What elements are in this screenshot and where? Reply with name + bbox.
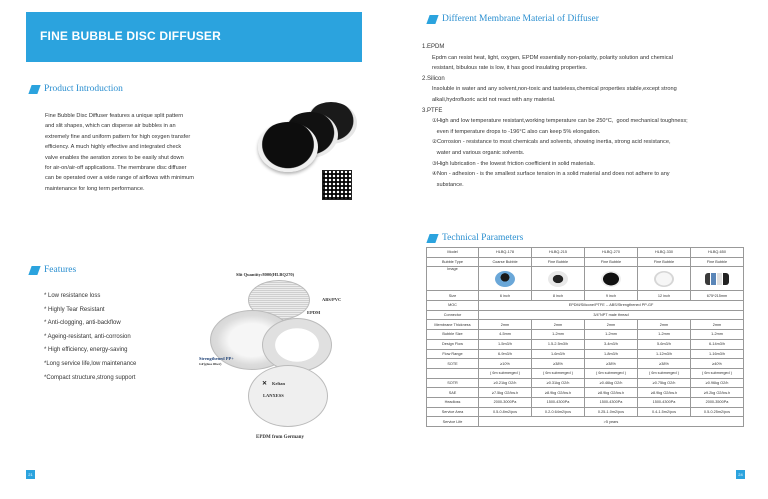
page-number-left: 21 <box>26 470 35 479</box>
table-cell: ( 6m submerged ) <box>532 368 585 378</box>
table-cell: 2mm <box>585 320 638 330</box>
row-label: Bubble Size <box>427 330 479 340</box>
table-cell: Fine Bubble <box>638 257 691 267</box>
material-heading: 3.PTFE <box>422 107 443 114</box>
table-cell <box>638 267 691 291</box>
banner-title: FINE BUBBLE DISC DIFFUSER <box>40 29 222 43</box>
table-cell: 6-14m3/h <box>691 339 744 349</box>
table-cell: ≥7.5kg O2/kw.h <box>479 388 532 398</box>
table-cell: 6-9m3/h <box>479 349 532 359</box>
row-label: Model <box>427 248 479 258</box>
table-cell: 1500-4300Pa <box>638 397 691 407</box>
material-text: Epdm can resist heat, light, oxygen, EPDM essentially non-polarity, polarity solution and chemical <box>432 54 673 61</box>
row-label: MOC <box>427 301 479 311</box>
feature-item: * Ageing-resistant, anti-corrosion <box>44 333 131 340</box>
strengthened-pp-sub: GF(glass fiber) <box>199 362 222 366</box>
table-cell: ≥8.9kg O2/kw.h <box>585 388 638 398</box>
table-row-submerged <box>427 368 744 378</box>
table-row-design-flow <box>427 339 744 349</box>
row-label: Connector <box>427 310 479 320</box>
table-cell: HLBQ-178 <box>479 248 532 258</box>
table-cell: ≥8.9kg O2/kw.h <box>638 388 691 398</box>
row-label: Service Area <box>427 407 479 417</box>
table-cell: Fine Bubble <box>532 257 585 267</box>
table-row-service-area <box>427 407 744 417</box>
row-label: Size <box>427 291 479 301</box>
table-cell: HLBQ-650 <box>691 248 744 258</box>
keltan-label: Keltan <box>272 381 285 386</box>
table-cell: 1500-4300Pa <box>532 397 585 407</box>
row-label: Image <box>427 267 479 291</box>
intro-paragraph <box>45 111 194 194</box>
features-heading: Features <box>30 265 76 275</box>
row-label: SAE <box>427 388 479 398</box>
table-cell: ≥0.96kg O2/h <box>691 378 744 388</box>
row-label <box>427 368 479 378</box>
table-row-membrane-thickness <box>427 320 744 330</box>
table-cell: 0.5-0.8m2/pcs <box>479 407 532 417</box>
table-cell: 1.5-2.5m3/h <box>532 339 585 349</box>
row-label: SOTE <box>427 359 479 369</box>
intro-line: efficiency. A much highly effective and integrated check <box>45 144 182 151</box>
row-label: Headloss <box>427 397 479 407</box>
strengthened-pp-label: Strengthened PP+ <box>199 356 234 361</box>
table-row-service-life <box>427 417 744 427</box>
table-cell <box>691 267 744 291</box>
intro-line: maintenance for long term performance. <box>45 185 145 192</box>
diffuser-thumbnail-icon <box>495 271 515 287</box>
table-cell: 6 inch <box>479 291 532 301</box>
row-label: Flow Range <box>427 349 479 359</box>
table-cell: ≥38% <box>532 359 585 369</box>
intro-line: can be operated over a wide range of airflows with minimum <box>45 175 194 182</box>
table-cell: ( 6m submerged ) <box>638 368 691 378</box>
table-row-headloss <box>427 397 744 407</box>
row-label: Bubble Type <box>427 257 479 267</box>
material-text: substance. <box>432 181 464 188</box>
feature-item: *Long service life,low maintenance <box>44 360 137 367</box>
table-cell: >5 years <box>479 417 744 427</box>
table-cell: 1-12m3/h <box>638 349 691 359</box>
table-cell: 1500-4300Pa <box>585 397 638 407</box>
table-cell: 1-8m3/h <box>585 349 638 359</box>
feature-item: * Highly Tear Resistant <box>44 306 105 313</box>
table-row-sotr <box>427 378 744 388</box>
table-cell: 2mm <box>479 320 532 330</box>
table-cell: Coarse Bubble <box>479 257 532 267</box>
table-cell: 2mm <box>691 320 744 330</box>
material-text: ①High and low temperature resistant,working temperature can be 250°C, good mechanical toughness; <box>432 118 688 125</box>
intro-line: for air-on/air-off applications. The membrane disc diffuser <box>45 165 187 172</box>
heading-marker-icon <box>426 234 438 243</box>
table-cell: 4-5mm <box>479 330 532 340</box>
epdm-label: EPDM <box>307 310 321 315</box>
intro-line: Fine Bubble Disc Diffuser features a unique split pattern <box>45 113 184 119</box>
table-cell: HLBQ-330 <box>638 248 691 258</box>
table-cell: ( 6m submerged ) <box>585 368 638 378</box>
heading-marker-icon <box>426 15 438 24</box>
table-cell: 1-2mm <box>691 330 744 340</box>
material-text: ②Corrosion - resistance to most chemicals and solvents, showing inertia, strong acid resistance, <box>432 139 671 146</box>
table-cell: Fine Bubble <box>585 257 638 267</box>
table-row-bubble-size <box>427 330 744 340</box>
technical-parameters-table <box>426 247 744 427</box>
slit-quantity-label: Slit Quantity:8000(HLBQ270) <box>236 272 295 277</box>
diffuser-thumbnail-icon <box>705 273 729 285</box>
table-cell: 1-16m3/h <box>691 349 744 359</box>
page-number-right: 24 <box>736 470 745 479</box>
table-cell <box>479 267 532 291</box>
material-text: water and various organic solvents. <box>432 149 525 156</box>
material-text: resistant, bibulous rate is low, it has good insulating properties. <box>432 65 588 72</box>
row-label: SOTR <box>427 378 479 388</box>
table-cell: 5-6m3/h <box>638 339 691 349</box>
table-cell: 1-6m3/h <box>532 349 585 359</box>
ring-disc-diagram <box>262 318 332 372</box>
table-row-bubble-type <box>427 257 744 267</box>
table-cell: 9 inch <box>585 291 638 301</box>
features-list <box>44 290 136 385</box>
membrane-material-list <box>422 42 762 190</box>
row-label: Service Life <box>427 417 479 427</box>
material-text: even if temperature drops to -196°C also can keep 5% elongation. <box>432 128 601 135</box>
table-cell: ≥8.9kg O2/kw.h <box>532 388 585 398</box>
table-row-sae <box>427 388 744 398</box>
table-cell: ≥0.21kg O2/h <box>479 378 532 388</box>
table-cell <box>585 267 638 291</box>
table-cell: EPDM/Silicone/PTFE -- ABS/Strengthened PP-GF <box>479 301 744 311</box>
table-cell: HLBQ-215 <box>532 248 585 258</box>
table-cell: 12 inch <box>638 291 691 301</box>
table-cell: 2mm <box>638 320 691 330</box>
feature-item: * Anti-clogging, anti-backflow <box>44 320 121 327</box>
table-cell: ( 6m submerged ) <box>691 368 744 378</box>
table-cell: ≥10% <box>479 359 532 369</box>
qr-code-icon[interactable] <box>322 170 352 200</box>
table-cell: 2000-3000Pa <box>479 397 532 407</box>
feature-item: * Low resistance loss <box>44 293 101 299</box>
table-cell: ≥0.31kg O2/h <box>532 378 585 388</box>
table-cell: ( 6m submerged ) <box>479 368 532 378</box>
table-cell: 8 inch <box>532 291 585 301</box>
row-label: Membrane Thickness <box>427 320 479 330</box>
table-cell: 0.25-1.0m2/pcs <box>585 407 638 417</box>
table-cell: 1-2mm <box>532 330 585 340</box>
keltan-logo-icon: ✕ <box>262 381 268 387</box>
row-label: Design Flow <box>427 339 479 349</box>
table-cell: 1-2mm <box>585 330 638 340</box>
material-heading: 2.Silicon <box>422 75 445 82</box>
feature-item: *Compact structure,strong support <box>44 374 136 381</box>
table-row-connector <box>427 310 744 320</box>
lanxess-label: LANXESS <box>263 393 284 398</box>
table-cell: 675*215mm <box>691 291 744 301</box>
disc-photo-front <box>258 122 318 172</box>
table-row-image <box>427 267 744 291</box>
abs-pvc-label: ABS/PVC <box>322 297 342 302</box>
intro-line: extremely fine and uniform pattern for high oxygen transfer <box>45 133 191 140</box>
table-row-moc <box>427 301 744 311</box>
intro-line: and slit shapes, which can disperse air bubbles in an <box>45 123 176 130</box>
table-row-model <box>427 248 744 258</box>
table-cell: 1-2mm <box>638 330 691 340</box>
diffuser-thumbnail-icon <box>601 271 621 287</box>
table-row-sote <box>427 359 744 369</box>
table-cell: Fine Bubble <box>691 257 744 267</box>
table-cell: ≥9.2kg O2/kw.h <box>691 388 744 398</box>
table-cell: 3/4"NPT male thread <box>479 310 744 320</box>
diffuser-thumbnail-icon <box>548 271 568 287</box>
material-text: ④Non - adhesion - is the smallest surface tension in a solid material and does not adhere to any <box>432 171 670 178</box>
heading-marker-icon <box>28 266 40 275</box>
material-heading: 1.EPDM <box>422 44 445 50</box>
material-text: ③High lubrication - the lowest friction coefficient in solid materials. <box>432 160 596 167</box>
material-text: Insoluble in water and any solvent,non-toxic and tasteless,chemical properties stable,except strong <box>432 86 677 93</box>
table-row-size <box>427 291 744 301</box>
table-cell: 2mm <box>532 320 585 330</box>
table-cell: ≥38% <box>585 359 638 369</box>
intro-heading: Product Introduction <box>30 84 123 94</box>
intro-line: valve enables the aeration zones to be easily shut down <box>45 154 184 161</box>
table-cell: ≥0.46kg O2/h <box>585 378 638 388</box>
diffuser-thumbnail-icon <box>654 271 674 287</box>
table-cell: ≥38% <box>638 359 691 369</box>
table-cell: 3-4m3/h <box>585 339 638 349</box>
membrane-heading: Different Membrane Material of Diffuser <box>428 14 599 24</box>
table-cell: 0.2-0.64m2/pcs <box>532 407 585 417</box>
table-row-flow-range <box>427 349 744 359</box>
logo-disc <box>248 365 328 427</box>
title-banner <box>26 12 362 62</box>
table-cell: ≥0.75kg O2/h <box>638 378 691 388</box>
material-text: alkali,hydrofluoric acid not react with any material. <box>432 96 556 103</box>
table-cell: HLBQ-270 <box>585 248 638 258</box>
table-cell: 0.4-1.5m2/pcs <box>638 407 691 417</box>
table-cell: ≥40% <box>691 359 744 369</box>
epdm-germany-label: EPDM from Germany <box>256 435 304 440</box>
heading-marker-icon <box>28 85 40 94</box>
table-cell: 0.5-0.25m2/pcs <box>691 407 744 417</box>
table-cell: 2000-3500Pa <box>691 397 744 407</box>
feature-item: * High efficiency, energy-saving <box>44 347 128 354</box>
tech-heading: Technical Parameters <box>428 233 523 243</box>
table-cell: 1-5m3/h <box>479 339 532 349</box>
table-cell <box>532 267 585 291</box>
